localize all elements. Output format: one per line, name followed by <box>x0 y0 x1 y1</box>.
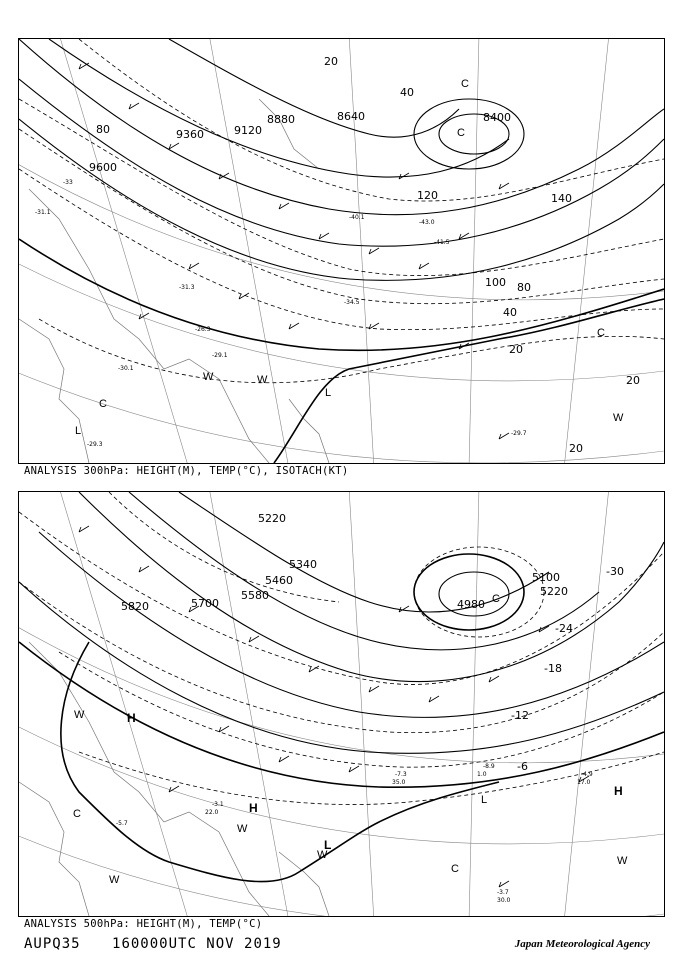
high-pressure-symbol: H <box>127 711 136 725</box>
station-temp: -26.3 <box>195 326 211 333</box>
height-label: 5820 <box>121 600 149 613</box>
station-temp: -8.9 <box>483 763 495 770</box>
low-pressure-symbol: L <box>481 794 488 806</box>
height-label: 8640 <box>337 110 365 123</box>
height-label: 5700 <box>191 597 219 610</box>
station-temp: -31.3 <box>179 284 195 291</box>
height-label: 4980 <box>457 598 485 611</box>
station-temp: -30.1 <box>118 365 134 372</box>
warm-center-symbol: W <box>203 371 214 383</box>
station-temp: -3.7 <box>497 889 509 896</box>
map-300hpa <box>18 38 665 464</box>
warm-center-symbol: W <box>617 855 628 867</box>
isotherm-label: -18 <box>544 662 562 675</box>
station-temp: -34.5 <box>344 299 360 306</box>
height-label: 8880 <box>267 113 295 126</box>
station-temp: -40.1 <box>349 214 365 221</box>
cold-center-symbol: C <box>461 78 469 90</box>
isotherms <box>19 492 664 805</box>
height-label: 9120 <box>234 124 262 137</box>
height-label: 5220 <box>258 512 286 525</box>
station-temp: -43.0 <box>419 219 435 226</box>
map-500hpa-canvas <box>19 492 664 916</box>
map-300hpa-canvas <box>19 39 664 463</box>
station-temp: -4.9 <box>581 771 593 778</box>
agency-name: Japan Meteorological Agency <box>514 938 650 950</box>
isotach-label: 140 <box>551 192 572 205</box>
low-pressure-symbol: L <box>75 425 82 437</box>
height-contours <box>19 39 664 463</box>
isotach-label: 20 <box>569 442 583 455</box>
cold-center-symbol: C <box>73 808 81 820</box>
station-temp: 30.0 <box>497 897 511 904</box>
warm-center-symbol: W <box>317 849 328 861</box>
station-temp: -7.3 <box>395 771 407 778</box>
station-temp: -41.5 <box>434 239 450 246</box>
station-temp: -31.1 <box>35 209 51 216</box>
station-temp: 22.0 <box>205 809 219 816</box>
height-label: 9600 <box>89 161 117 174</box>
isotherm-label: -6 <box>517 760 528 773</box>
warm-center-symbol: W <box>237 823 248 835</box>
height-label: 5100 <box>532 571 560 584</box>
warm-center-symbol: W <box>613 412 624 424</box>
station-temp: -29.1 <box>212 352 228 359</box>
isotherm-label: -12 <box>511 709 529 722</box>
map-500hpa <box>18 491 665 917</box>
low-pressure-symbol: L <box>325 387 332 399</box>
station-temp: 1.0 <box>477 771 487 778</box>
low-pressure-symbol: L <box>324 838 332 852</box>
isotherm-label: -30 <box>606 565 624 578</box>
isotach-label: 120 <box>417 189 438 202</box>
cold-center-symbol: C <box>492 593 500 605</box>
warm-center-symbol: W <box>257 374 268 386</box>
cold-center-symbol: C <box>597 327 605 339</box>
isotach-label: 80 <box>517 281 531 294</box>
isotach-label: 40 <box>503 306 517 319</box>
height-label: 9360 <box>176 128 204 141</box>
coastline <box>19 99 332 463</box>
isotach-label: 100 <box>485 276 506 289</box>
height-label: 8400 <box>483 111 511 124</box>
product-code: AUPQ35 <box>24 936 81 952</box>
caption-300hpa: ANALYSIS 300hPa: HEIGHT(M), TEMP(°C), ISOTACH(KT) <box>24 465 349 477</box>
cold-center-symbol: C <box>99 398 107 410</box>
station-temp: 35.0 <box>392 779 406 786</box>
graticule <box>19 492 664 916</box>
cold-center-symbol: C <box>457 127 465 139</box>
isotach-label: 80 <box>96 123 110 136</box>
station-temp: -29.7 <box>511 430 527 437</box>
isotach-label: 20 <box>324 55 338 68</box>
height-label: 5580 <box>241 589 269 602</box>
high-pressure-symbol: H <box>249 801 258 815</box>
station-temp: -33 <box>63 179 73 186</box>
isotach-label: 20 <box>509 343 523 356</box>
station-temp: 17.0 <box>577 779 591 786</box>
isotach-label: 20 <box>626 374 640 387</box>
isotach-label: 40 <box>400 86 414 99</box>
warm-center-symbol: W <box>74 709 85 721</box>
station-temp: -3.1 <box>212 801 224 808</box>
chart-identifier <box>24 936 304 952</box>
coastline <box>19 642 332 916</box>
height-label: 5220 <box>540 585 568 598</box>
height-label: 5460 <box>265 574 293 587</box>
warm-center-symbol: W <box>109 874 120 886</box>
cold-center-symbol: C <box>451 863 459 875</box>
station-temp: -5.7 <box>116 820 128 827</box>
isotherm-label: -24 <box>555 622 573 635</box>
height-label: 5340 <box>289 558 317 571</box>
station-temp: -29.3 <box>87 441 103 448</box>
graticule <box>19 39 664 463</box>
high-pressure-symbol: H <box>614 784 623 798</box>
valid-time: 160000UTC NOV 2019 <box>112 936 282 952</box>
caption-500hpa: ANALYSIS 500hPa: HEIGHT(M), TEMP(°C) <box>24 918 263 930</box>
